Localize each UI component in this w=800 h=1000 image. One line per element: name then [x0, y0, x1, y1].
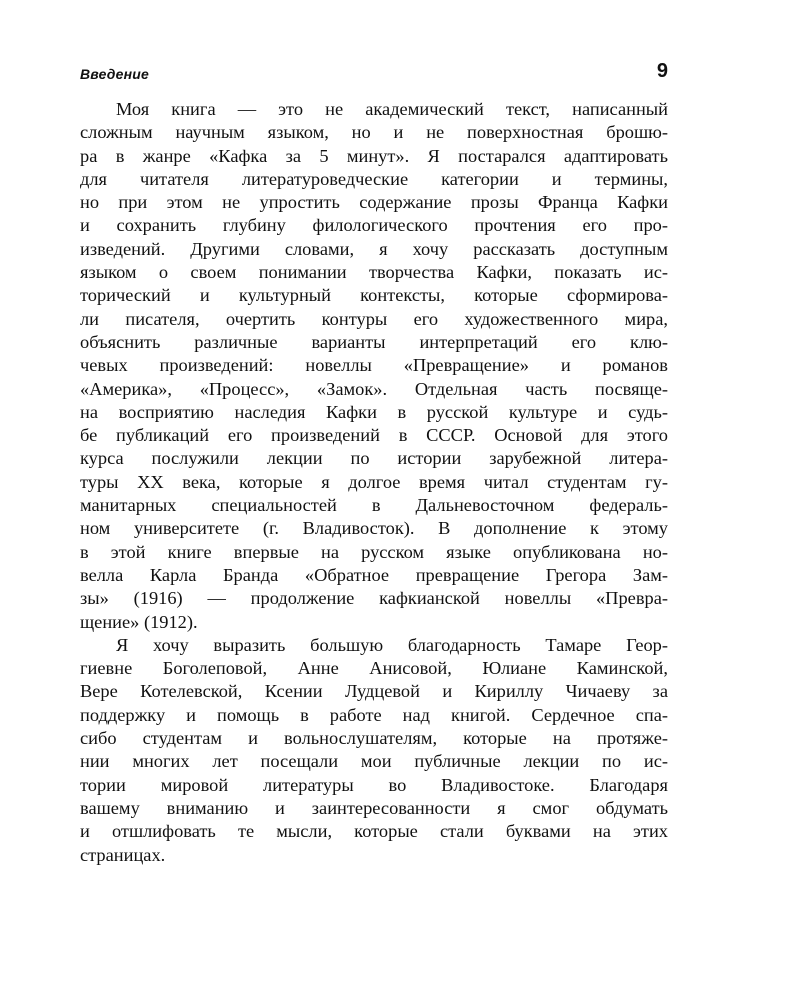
- text-line: Вере Котелевской, Ксении Лудцевой и Кириллу Чичаеву за: [80, 681, 668, 702]
- body-text: [80, 98, 668, 867]
- text-line: нии многих лет посещали мои публичные лекции по ис-: [80, 751, 668, 772]
- text-line: в этой книге впервые на русском языке опубликована но-: [80, 541, 668, 562]
- text-line: тории мировой литературы во Владивостоке. Благодаря: [80, 774, 668, 795]
- page-number: 9: [656, 60, 668, 82]
- text-line: для читателя литературоведческие категории и термины,: [80, 168, 668, 189]
- text-line: Моя книга — это не академический текст, написанный: [116, 99, 668, 119]
- text-line: зы» (1916) — продолжение кафкианской новеллы «Превра-: [80, 588, 668, 609]
- text-line: манитарных специальностей в Дальневосточном федераль-: [80, 495, 668, 516]
- text-line: ра в жанре «Кафка за 5 минут». Я постарался адаптировать: [80, 145, 668, 166]
- paragraph-intro: [80, 98, 668, 634]
- text-line: гиевне Боголеповой, Анне Анисовой, Юлиане Каминской,: [80, 658, 668, 679]
- running-header: [80, 60, 668, 90]
- text-line: и отшлифовать те мысли, которые стали буквами на этих: [80, 821, 668, 842]
- text-line: поддержку и помощь в работе над книгой. Сердечное спа-: [80, 704, 668, 725]
- text-line: велла Карла Бранда «Обратное превращение Грегора Зам-: [80, 564, 668, 585]
- text-line: бе публикаций его произведений в СССР. Основой для этого: [80, 425, 668, 446]
- text-line: вашему вниманию и заинтересованности я смог обдумать: [80, 797, 668, 818]
- text-line: ли писателя, очертить контуры его художественного мира,: [80, 308, 668, 329]
- paragraph-acknowledgements: [80, 634, 668, 867]
- text-line: изведений. Другими словами, я хочу рассказать доступным: [80, 238, 668, 259]
- text-line: торический и культурный контексты, которые сформирова-: [80, 285, 668, 306]
- text-line: туры XX века, которые я долгое время читал студентам гу-: [80, 471, 668, 492]
- text-line: и сохранить глубину филологического прочтения его про-: [80, 215, 668, 236]
- text-line: сложным научным языком, но и не поверхностная брошю-: [80, 122, 668, 143]
- text-line: но при этом не упростить содержание прозы Франца Кафки: [80, 192, 668, 213]
- text-line: Я хочу выразить большую благодарность Тамаре Геор-: [116, 634, 668, 655]
- text-line: страницах.: [80, 844, 166, 865]
- text-line: сибо студентам и вольнослушателям, которые на протяже-: [80, 728, 668, 749]
- text-line: ном университете (г. Владивосток). В дополнение к этому: [80, 518, 668, 539]
- text-line: объяснить различные варианты интерпретаций его клю-: [80, 331, 668, 352]
- text-line: языком о своем понимании творчества Кафки, показать ис-: [80, 262, 668, 283]
- text-line: на восприятию наследия Кафки в русской культуре и судь-: [80, 401, 668, 422]
- section-title: Введение: [80, 66, 150, 82]
- text-line: «Америка», «Процесс», «Замок». Отдельная часть посвяще-: [80, 378, 668, 399]
- text-line: щение» (1912).: [80, 611, 198, 632]
- text-line: курса послужили лекции по истории зарубежной литера-: [80, 448, 668, 469]
- text-line: чевых произведений: новеллы «Превращение» и романов: [80, 355, 668, 376]
